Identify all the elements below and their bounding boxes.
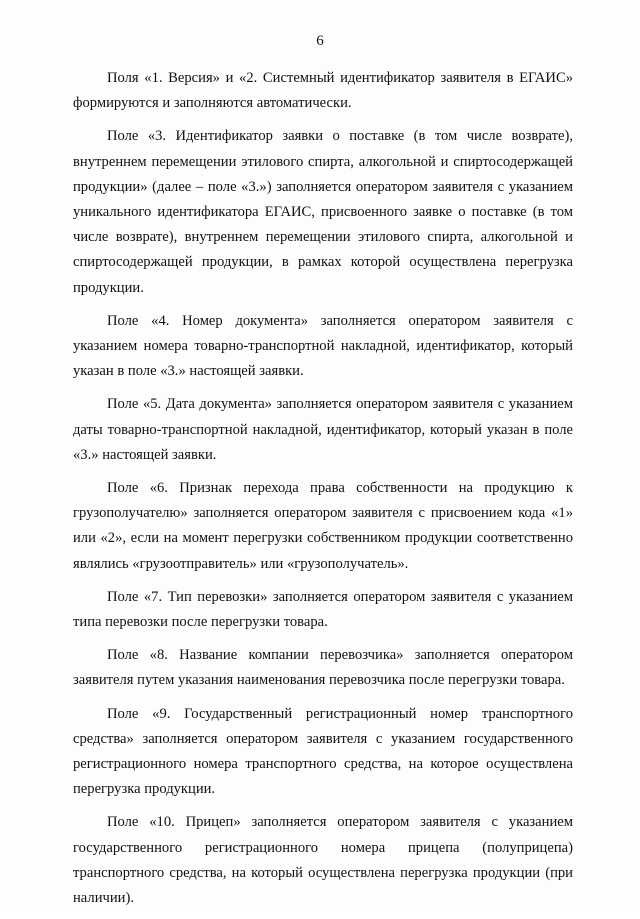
- paragraph-field-4: Поле «4. Номер документа» заполняется оператором заявителя с указанием номера товарно-транспортной накладной, идентификатор, который указан в поле «3.» настоящей заявки.: [73, 312, 573, 380]
- paragraph-fields-1-2: Поля «1. Версия» и «2. Системный идентификатор заявителя в ЕГАИС» формируются и заполняются автоматически.: [73, 70, 573, 112]
- paragraph-field-6: Поле «6. Признак перехода права собственности на продукцию к грузополучателю» заполняется оператором заявителя с присвоением кода «1» или «2», если на момент перегрузки собственником продукции соответственно являлись «грузоотправитель» или «грузополучатель».: [73, 480, 573, 572]
- paragraph-field-3: Поле «3. Идентификатор заявки о поставке (в том числе возврате), внутреннем перемещении этилового спирта, алкогольной и спиртосодержащей продукции» (далее – поле «3.») заполняется оператором заявителя с указанием уникального идентификатора ЕГАИС, присвоенного заявке о поставке (в том числе возврате), внутреннем перемещении этилового спирта, алкогольной и спиртосодержащей продукции, в рамках которой осуществлена перегрузка продукции.: [73, 128, 573, 296]
- paragraph-field-10: Поле «10. Прицеп» заполняется оператором заявителя с указанием государственного регистрационного номера прицепа (полуприцепа) транспортного средства, на который осуществлена перегрузка продукции (при наличии).: [73, 814, 573, 907]
- paragraph-field-7: Поле «7. Тип перевозки» заполняется оператором заявителя с указанием типа перевозки после перегрузки товара.: [73, 588, 573, 631]
- paragraph-field-9: Поле «9. Государственный регистрационный номер транспортного средства» заполняется оператором заявителя с указанием государственного регистрационного номера транспортного средства, на которое осуществлена перегрузка продукции.: [73, 705, 573, 798]
- paragraph-field-8: Поле «8. Название компании перевозчика» заполняется оператором заявителя путем указания наименования перевозчика после перегрузки товара.: [73, 647, 573, 689]
- document-body: [73, 66, 573, 919]
- page-number: 6: [316, 33, 324, 49]
- paragraph-field-5: Поле «5. Дата документа» заполняется оператором заявителя с указанием даты товарно-транспортной накладной, идентификатор, который указан в поле «3.» настоящей заявки.: [73, 396, 573, 463]
